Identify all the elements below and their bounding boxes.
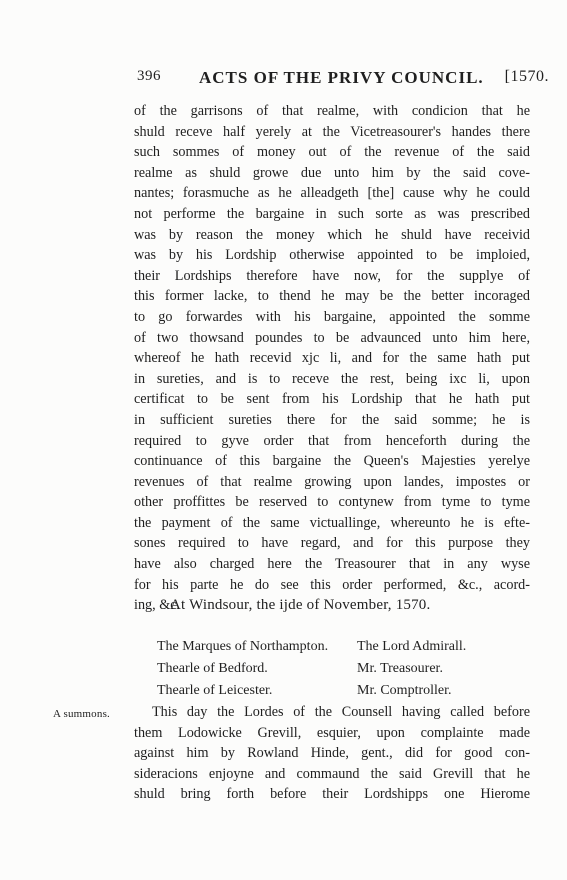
running-header: [137, 68, 549, 90]
text-line: of the garrisons of that realme, with condicion that he: [134, 103, 530, 119]
paragraph-continued: [134, 101, 530, 616]
text-line: was by reason the money which he shuld have receivid: [134, 226, 530, 243]
text-line: in sureties, and is to receve the rest, being ixc li, upon: [134, 370, 530, 387]
text-line: other proffittes be reserved to contynew from tyme to tyme: [134, 494, 530, 511]
attendee-name: Thearle of Leicester.: [157, 683, 273, 698]
text-line: not performe the bargaine in such sorte as was prescribed: [134, 205, 530, 222]
attendee-name: The Lord Admirall.: [357, 639, 467, 654]
meeting-heading: At Windsour, the ijde of November, 1570.: [170, 597, 431, 613]
attendee-name: Mr. Comptroller.: [357, 683, 452, 698]
text-line: shuld bring forth before their Lordshipps one Hierome: [134, 786, 530, 803]
attendee-list: [157, 636, 507, 702]
text-line: certificat to be sent from his Lordship that he hath put: [134, 391, 530, 408]
page-number: 396: [137, 68, 161, 84]
text-line: to go forwardes with his bargaine, appointed the somme: [134, 308, 530, 325]
text-line: their Lordships therefore have now, for the supplye of: [134, 267, 530, 284]
attendee-row: [157, 636, 507, 658]
attendee-row: [157, 658, 507, 680]
attendee-name: Thearle of Bedford.: [157, 661, 268, 676]
text-line: have also charged here the Treasourer that in any wyse: [134, 556, 530, 573]
text-line: of two thowsand poundes to be advaunced unto him here,: [134, 329, 530, 346]
text-line: ing, &c.: [134, 597, 181, 614]
attendee-name: The Marques of Northampton.: [157, 639, 329, 654]
paragraph-summons: [134, 702, 530, 805]
text-line: the payment of the same victuallinge, whereunto he is efte-: [134, 514, 530, 531]
text-line: revenues of that realme growing upon landes, impostes or: [134, 473, 530, 490]
text-line: This day the Lordes of the Counsell having called before: [152, 704, 530, 720]
text-line: in sufficient sureties there for the said somme; he is: [134, 411, 530, 428]
running-year: [1570.: [504, 68, 549, 85]
text-line: sideracions enjoyne and commaund the said Grevill that he: [134, 765, 530, 782]
text-line: realme as shuld growe due unto him by the said cove-: [134, 164, 530, 181]
text-line: this former lacke, to thend he may be the better incoraged: [134, 288, 530, 305]
text-line: sones required to have regard, and for this purpose they: [134, 535, 530, 552]
text-line: for his parte he do see this order performed, &c., acord-: [134, 576, 530, 593]
text-line: nantes; forasmuche as he alleadgeth [the] cause why he could: [134, 185, 530, 202]
text-line: was by his Lordship otherwise appointed to be imploied,: [134, 247, 530, 264]
attendee-name: Mr. Treasourer.: [357, 661, 443, 676]
text-line: shuld receve half yerely at the Vicetreasourer's handes there: [134, 123, 530, 140]
text-line: whereof he hath recevid xjc li, and for the same hath put: [134, 350, 530, 367]
text-line: such sommes of money out of the revenue of the said: [134, 144, 530, 161]
text-line: them Lodowicke Grevill, esquier, upon complainte made: [134, 724, 530, 741]
text-line: required to gyve order that from henceforth during the: [134, 432, 530, 449]
running-title: ACTS OF THE PRIVY COUNCIL.: [199, 68, 484, 87]
attendee-row: [157, 680, 507, 702]
marginal-note: A summons.: [53, 708, 111, 720]
text-line: continuance of this bargaine the Queen's Majesties yerelye: [134, 453, 530, 470]
text-line: against him by Rowland Hinde, gent., did for good con-: [134, 745, 530, 762]
